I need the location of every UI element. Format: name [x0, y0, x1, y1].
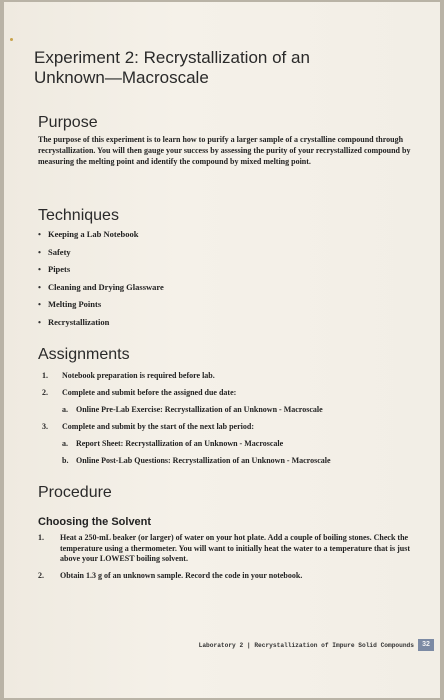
procedure-subheading: Choosing the Solvent: [38, 516, 152, 528]
document-title: Experiment 2: Recrystallization of an Unknown—Macroscale: [34, 48, 310, 87]
list-item: 2. Complete and submit before the assigned due date:: [42, 388, 237, 397]
list-item: a. Online Pre-Lab Exercise: Recrystallization of an Unknown - Macroscale: [62, 405, 323, 414]
bullet-icon: •: [38, 246, 41, 257]
bullet-icon: •: [38, 229, 41, 239]
bullet-icon: •: [38, 281, 41, 292]
list-item: 1. Notebook preparation is required before lab.: [42, 371, 215, 380]
list-item: 2. Obtain 1.3 g of an unknown sample. Record the code in your notebook.: [38, 570, 303, 580]
assignments-heading: Assignments: [38, 346, 130, 363]
list-item: • Recrystallization: [38, 316, 110, 327]
list-item: • Keeping a Lab Notebook: [38, 229, 139, 239]
purpose-heading: Purpose: [38, 114, 98, 131]
page-number: 32: [418, 639, 434, 651]
list-item: • Melting Points: [38, 299, 102, 309]
list-item: • Cleaning and Drying Glassware: [38, 281, 164, 292]
bullet-icon: •: [38, 299, 41, 309]
list-item: a. Report Sheet: Recrystallization of an Unknown - Macroscale: [62, 439, 284, 448]
document-page: [4, 2, 440, 698]
purpose-text: The purpose of this experiment is to learn how to purify a larger sample of a crystalline compound through recrystallization. You will then gauge your success by assessing the purity of your recrystallized compound by measuring the melting point and identify the compound by mixed melting point.: [38, 135, 411, 166]
techniques-list: [38, 228, 164, 333]
list-item: • Pipets: [38, 264, 71, 274]
bullet-icon: •: [38, 264, 41, 274]
margin-mark: [10, 38, 13, 41]
list-item: • Safety: [38, 246, 71, 257]
bullet-icon: •: [38, 316, 41, 327]
list-item: b. Online Post-Lab Questions: Recrystallization of an Unknown - Macroscale: [62, 456, 331, 465]
techniques-heading: Techniques: [38, 207, 119, 224]
list-item: 1. Heat a 250-mL beaker (or larger) of water on your hot plate. Add a couple of boiling stones. Check the temperature using a thermometer. You will want to initially heat the water to a temperature that is just above your LOWEST boiling solvent.: [38, 533, 411, 563]
procedure-steps: [38, 533, 422, 587]
list-item: 3. Complete and submit by the start of the next lab period:: [42, 422, 254, 431]
procedure-heading: Procedure: [38, 484, 112, 501]
page-footer: Laboratory 2 | Recrystallization of Impure Solid Compounds: [198, 642, 414, 649]
assignments-list: [42, 370, 422, 472]
